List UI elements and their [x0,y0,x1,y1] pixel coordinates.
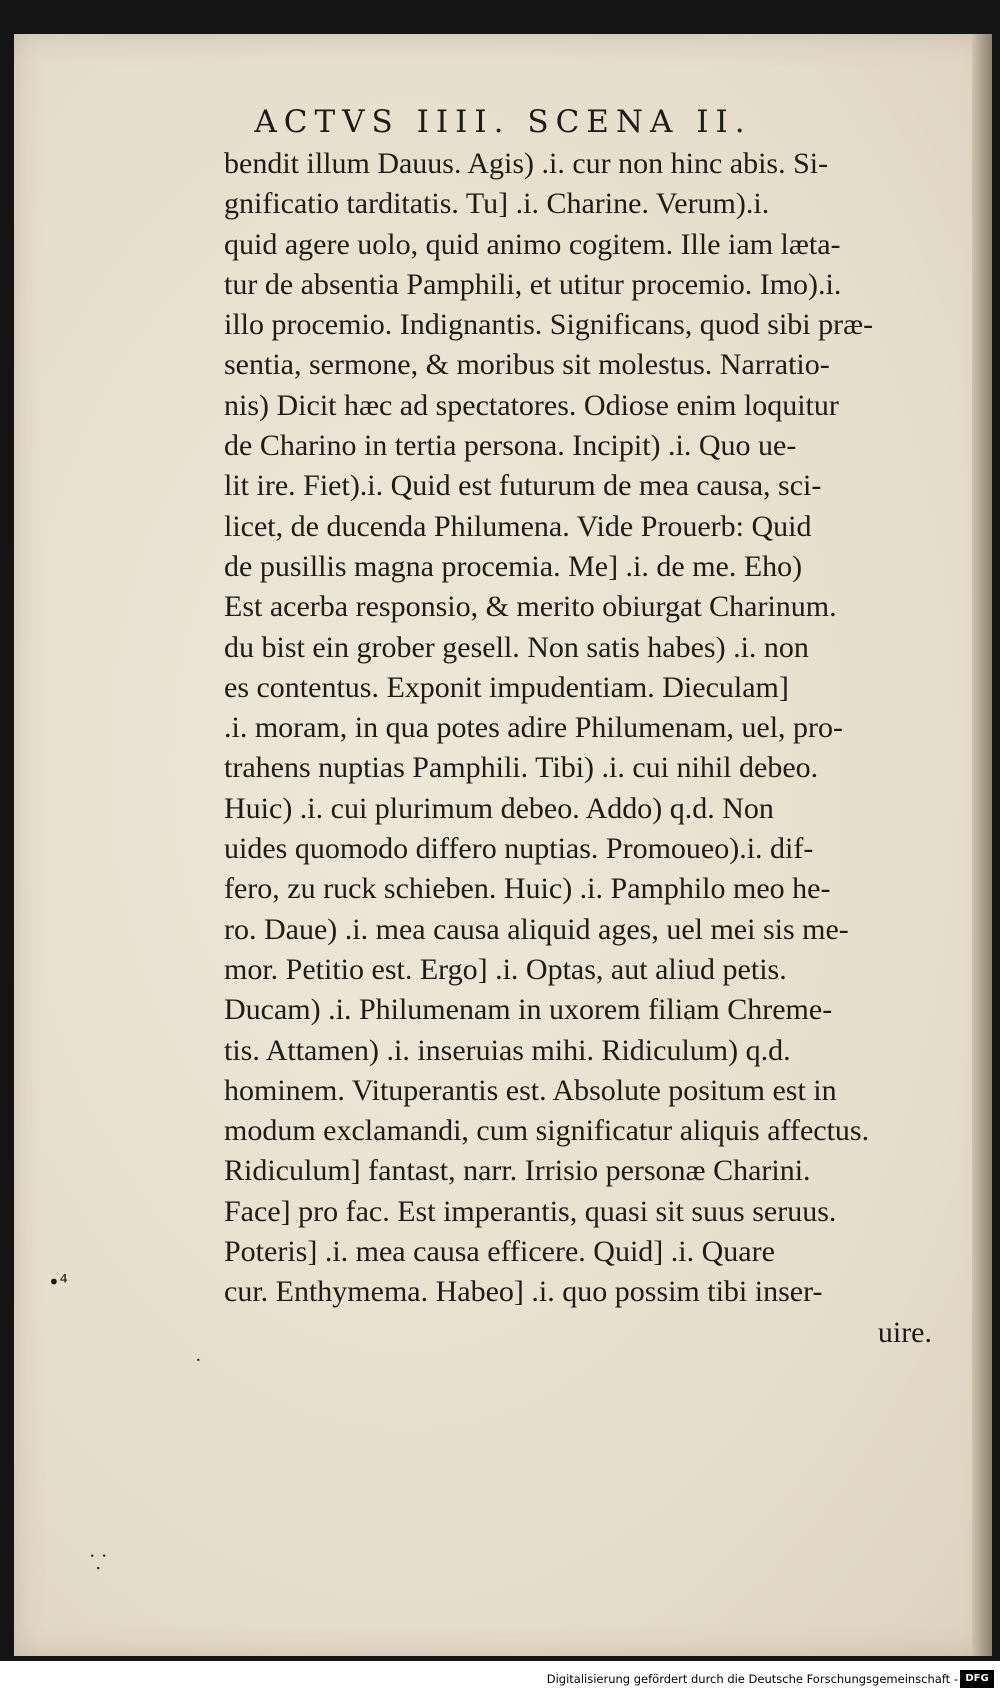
text-line: de pusillis magna procemia. Me] .i. de me. Eho) [224,549,803,583]
text-line: lit ire. Fiet).i. Quid est futurum de mea causa, sci- [224,469,822,503]
text-line: gnificatio tarditatis. Tu] .i. Charine. Verum).i. [224,187,770,221]
text-line: sentia, sermone, & moribus sit molestus. Narratio- [224,348,830,382]
text-line: uides quomodo differo nuptias. Promoueo).i. dif- [224,832,814,866]
text-line: es contentus. Exponit impudentiam. Dieculam] [224,670,789,704]
text-line: licet, de ducenda Philumena. Vide Prouerb: Quid [224,509,812,543]
ink-smudge-mark: ⸪ [90,1550,107,1574]
text-line: hominem. Vituperantis est. Absolute positum est in [224,1073,837,1107]
text-line: modum exclamandi, cum significatur aliquis affectus. [224,1114,870,1148]
text-line: Est acerba responsio, & merito obiurgat Charinum. [224,590,837,624]
text-line: de Charino in tertia persona. Incipit) .i. Quo ue- [224,429,797,463]
text-line: mor. Petitio est. Ergo] .i. Optas, aut aliud petis. [224,952,787,986]
ink-dot-mark: • [196,1356,201,1365]
text-line: quid agere uolo, quid animo cogitem. Ille iam læta- [224,227,841,261]
dfg-logo-icon: DFG [960,1670,994,1688]
text-line: Face] pro fac. Est imperantis, quasi sit suus seruus. [224,1194,837,1228]
text-line: cur. Enthymema. Habeo] .i. quo possim tibi inser- [224,1275,823,1309]
text-line: Poteris] .i. mea causa efficere. Quid] .i. Quare [224,1235,775,1269]
text-line: tis. Attamen) .i. inseruias mihi. Ridiculum) q.d. [224,1033,791,1067]
text-line: fero, zu ruck schieben. Huic) .i. Pamphilo meo he- [224,872,831,906]
text-line: illo procemio. Indignantis. Significans, quod sibi præ- [224,308,874,342]
running-header: ACTVS IIII. SCENA II. [254,104,752,140]
text-line: du bist ein grober gesell. Non satis habes) .i. non [224,630,809,664]
text-line: uire. [877,1315,932,1349]
text-line: nis) Dicit hæc ad spectatores. Odiose enim loquitur [224,388,839,422]
text-line: .i. moram, in qua potes adire Philumenam, uel, pro- [224,711,844,745]
ink-speck-mark: •⁴ [48,1270,68,1294]
text-line: bendit illum Dauus. Agis) .i. cur non hinc abis. Si- [224,147,829,180]
text-line: Ridiculum] fantast, narr. Irrisio personæ Charini. [224,1154,811,1188]
page-body-text [224,144,954,1353]
footer-credit: Digitalisierung gefördert durch die Deutsche Forschungsgemeinschaft - [546,1672,958,1686]
text-line: trahens nuptias Pamphili. Tibi) .i. cui nihil debeo. [224,751,819,785]
book-page [14,34,992,1656]
text-line: Ducam) .i. Philumenam in uxorem filiam Chreme- [224,993,833,1027]
text-line: tur de absentia Pamphili, et utitur procemio. Imo).i. [224,267,842,301]
digitization-footer [0,1661,1000,1697]
text-line: Huic) .i. cui plurimum debeo. Addo) q.d. Non [224,791,774,825]
text-line: ro. Daue) .i. mea causa aliquid ages, uel mei sis me- [224,912,849,946]
page-edge [972,34,992,1656]
